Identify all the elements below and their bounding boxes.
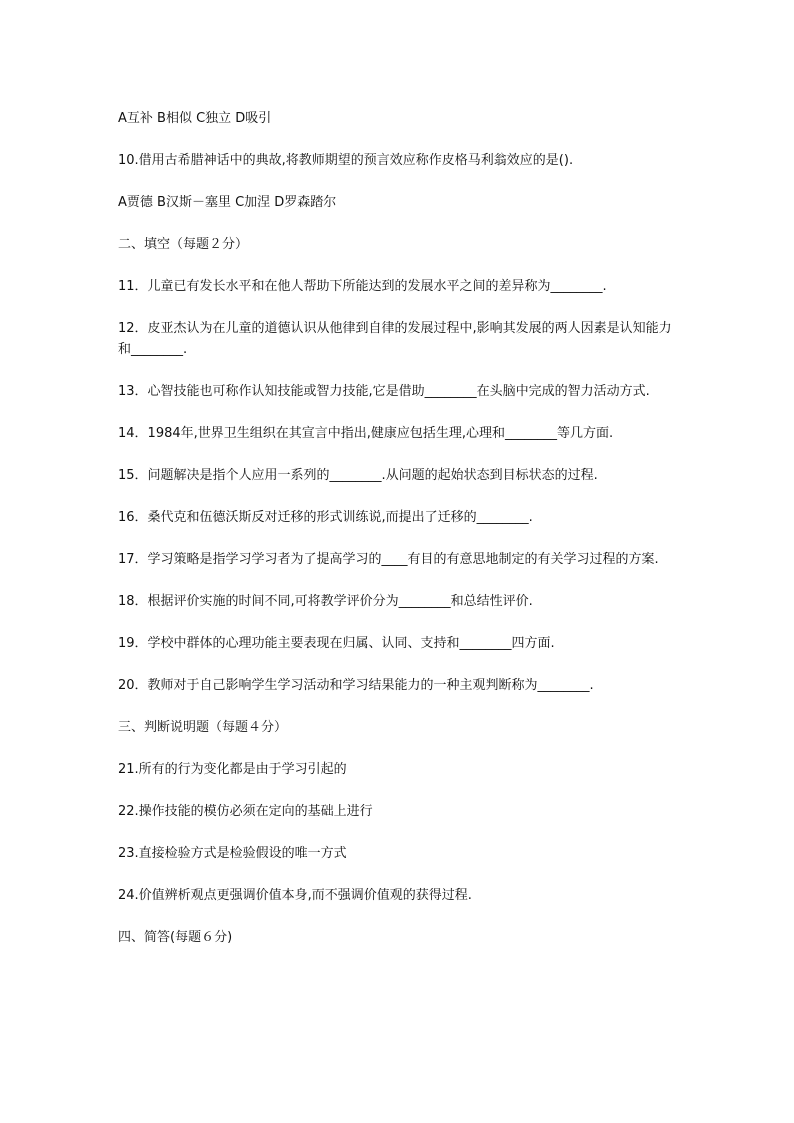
question-24: 24.价值辨析观点更强调价值本身,而不强调价值观的获得过程. (118, 888, 472, 903)
section-heading-fill-in: 二、填空（每题２分） (118, 237, 249, 252)
document-page (118, 108, 678, 948)
question-21: 21.所有的行为变化都是由于学习引起的 (118, 762, 347, 777)
question-16: 16．桑代克和伍德沃斯反对迁移的形式训练说,而提出了迁移的________. (118, 510, 533, 525)
question-19: 19．学校中群体的心理功能主要表现在归属、认同、支持和________四方面. (118, 636, 555, 651)
question-15: 15．问题解决是指个人应用一系列的________.从问题的起始状态到目标状态的过程. (118, 468, 598, 483)
question-12: 12．皮亚杰认为在儿童的道德认识从他律到自律的发展过程中,影响其发展的两人因素是认知能力和________. (118, 321, 672, 357)
question-10-options: A贾德 B汉斯－塞里 C加涅 D罗森踏尔 (118, 195, 337, 210)
question-22: 22.操作技能的模仿必须在定向的基础上进行 (118, 804, 373, 819)
question-18: 18．根据评价实施的时间不同,可将教学评价分为________和总结性评价. (118, 594, 533, 609)
question-11: 11．儿童已有发长水平和在他人帮助下所能达到的发展水平之间的差异称为________. (118, 279, 607, 294)
section-heading-short-answer: 四、简答(每题６分) (118, 930, 233, 945)
question-23: 23.直接检验方式是检验假设的唯一方式 (118, 846, 347, 861)
question-13: 13．心智技能也可称作认知技能或智力技能,它是借助________在头脑中完成的智力活动方式. (118, 384, 650, 399)
question-20: 20．教师对于自己影响学生学习活动和学习结果能力的一种主观判断称为________. (118, 678, 594, 693)
question-10: 10.借用古希腊神话中的典故,将教师期望的预言效应称作皮格马利翁效应的是(). (118, 153, 574, 168)
question-14: 14．1984年,世界卫生组织在其宣言中指出,健康应包括生理,心理和________等几方面. (118, 426, 614, 441)
question-17: 17．学习策略是指学习学习者为了提高学习的____有目的有意思地制定的有关学习过程的方案. (118, 552, 659, 567)
question-9-options: A互补 B相似 C独立 D吸引 (118, 111, 272, 126)
section-heading-true-false: 三、判断说明题（每题４分） (118, 720, 288, 735)
